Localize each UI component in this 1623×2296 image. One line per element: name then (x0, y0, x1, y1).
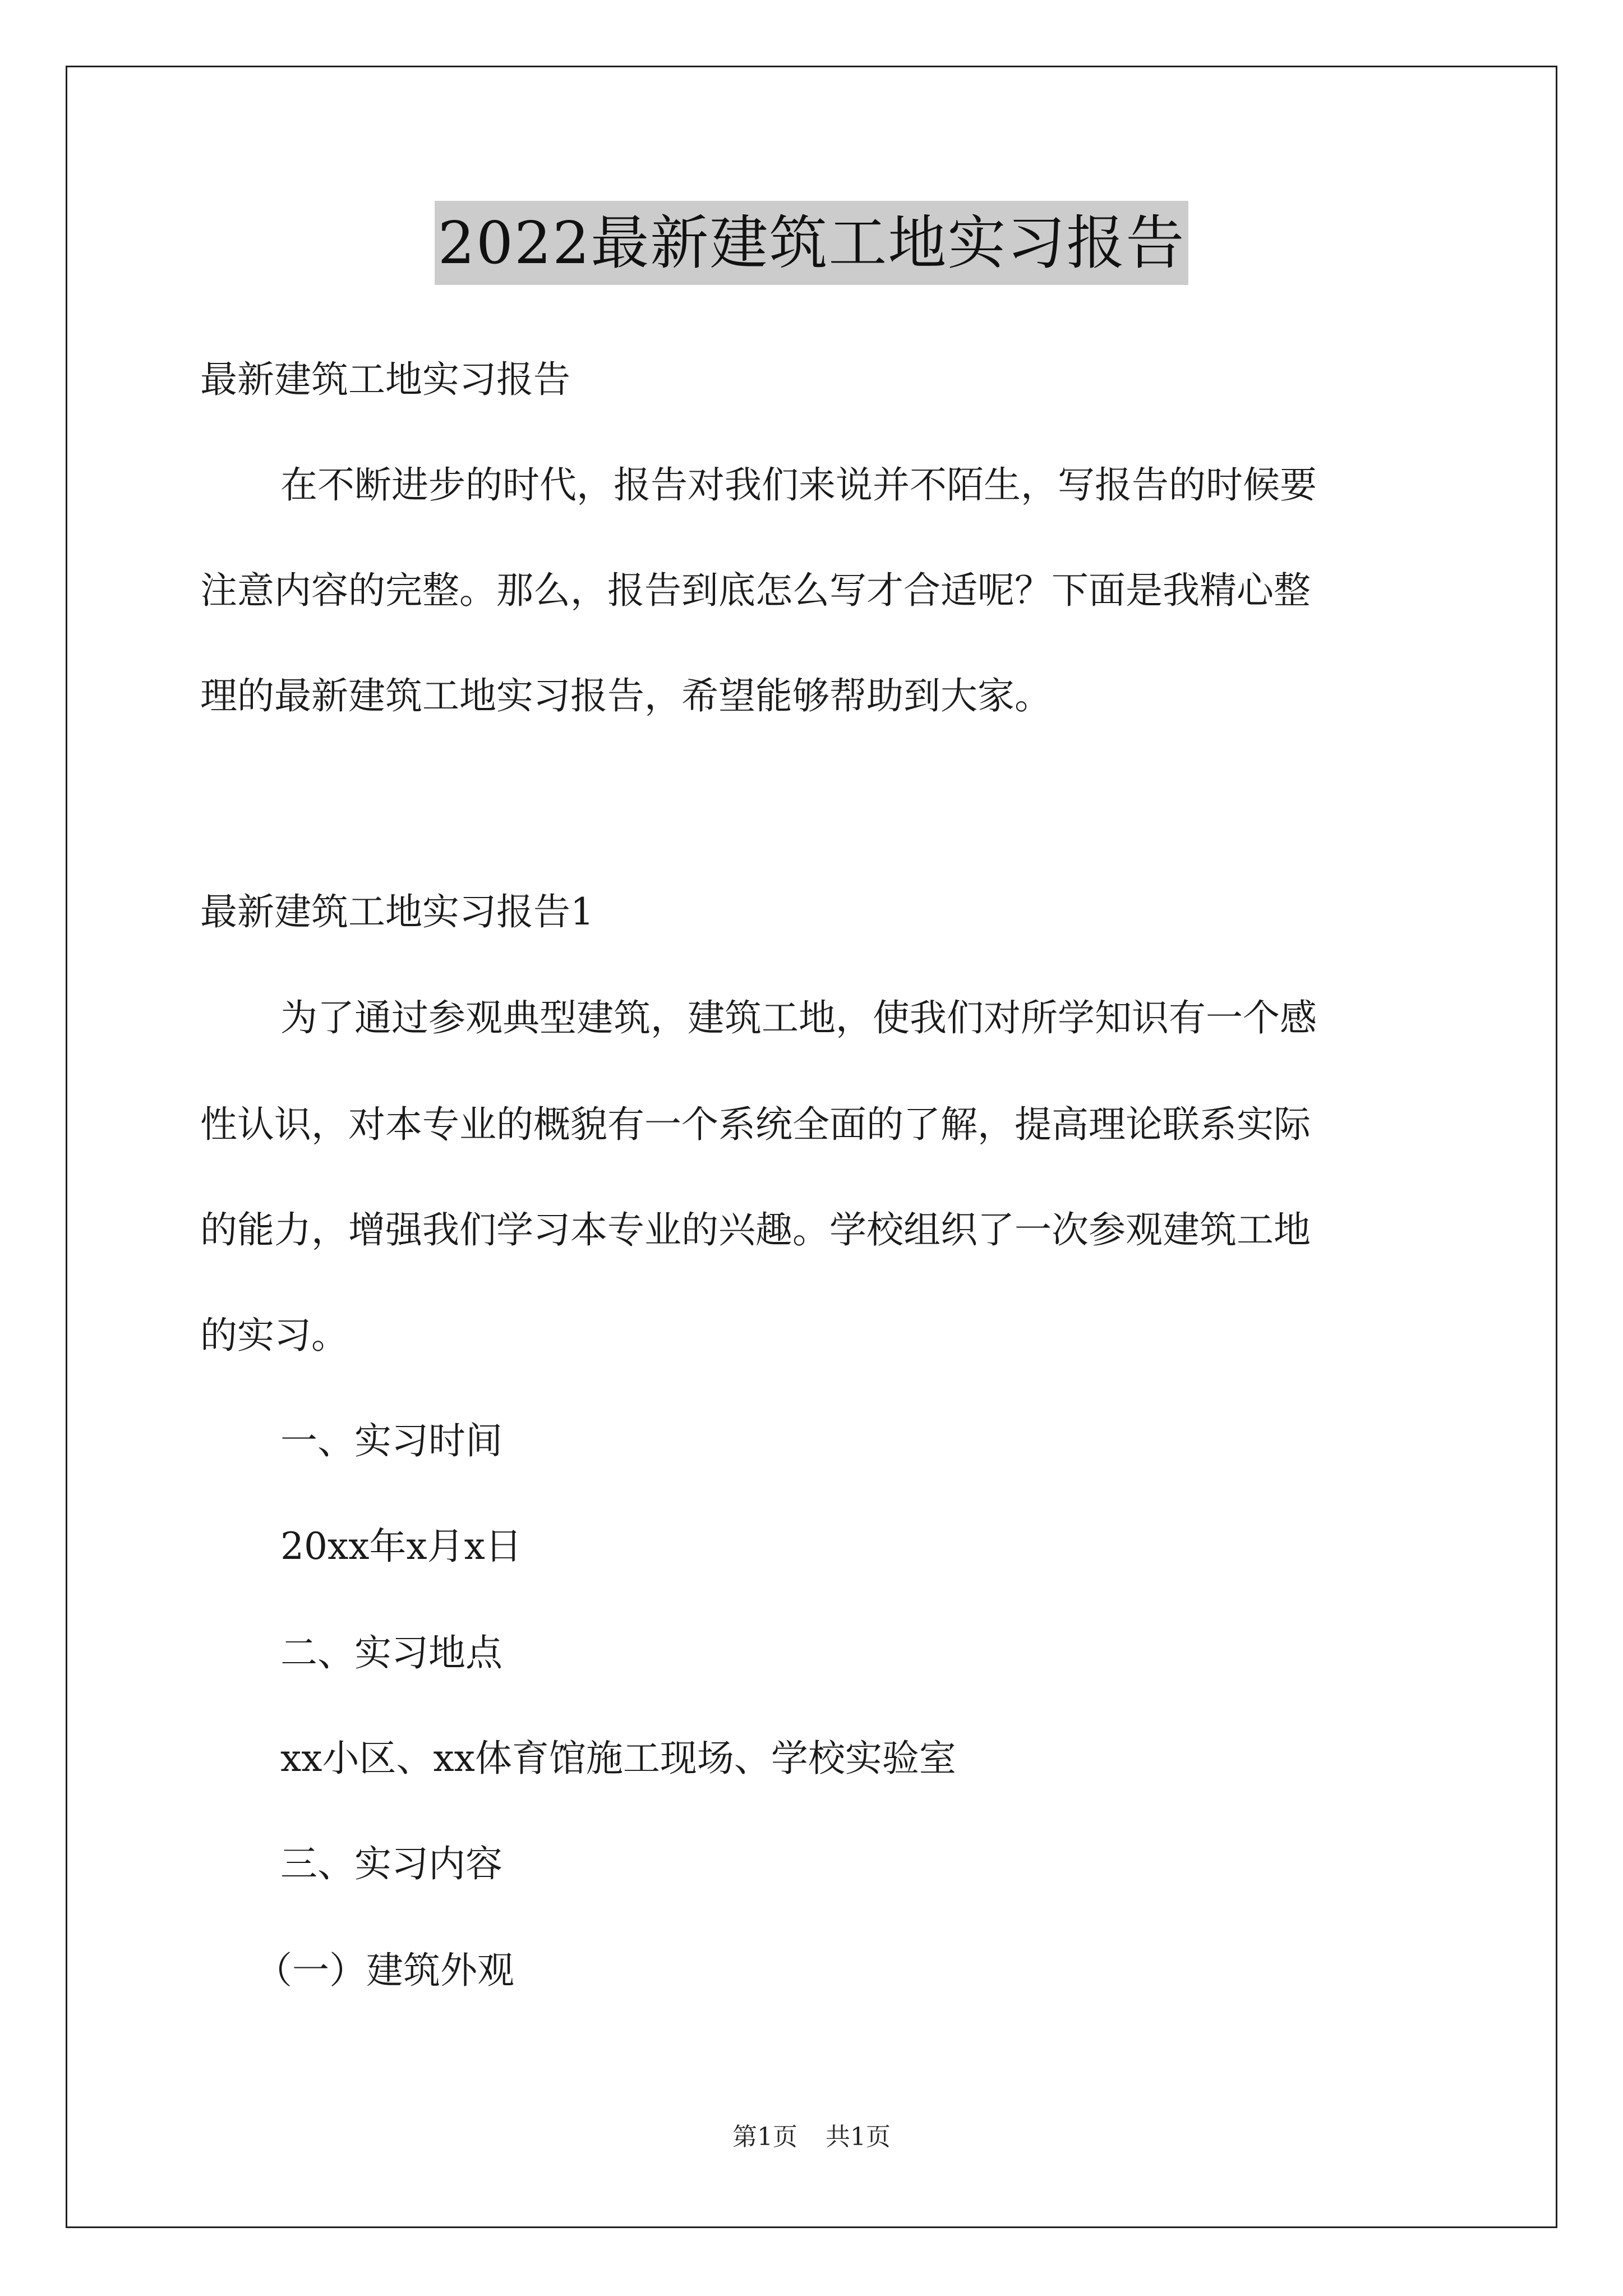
document-subtitle: 最新建筑工地实习报告 (200, 358, 570, 401)
item1-value: 20xx年x月x日 (280, 1525, 522, 1568)
title-container (0, 201, 1623, 285)
item2-heading: 二、实习地点 (280, 1631, 502, 1674)
page-number: 第1页 (732, 2123, 797, 2151)
intro-line-1: 在不断进步的时代，报告对我们来说并不陌生，写报告的时候要 (280, 463, 1317, 507)
section1-heading: 最新建筑工地实习报告1 (200, 890, 594, 933)
page-total: 共1页 (826, 2123, 891, 2151)
section1-line-1: 为了通过参观典型建筑，建筑工地，使我们对所学知识有一个感 (280, 996, 1317, 1039)
section1-line-2: 性认识，对本专业的概貌有一个系统全面的了解，提高理论联系实际 (200, 1103, 1311, 1146)
page-footer (0, 2120, 1623, 2154)
intro-line-2: 注意内容的完整。那么，报告到底怎么写才合适呢？下面是我精心整 (200, 569, 1311, 612)
intro-line-3: 理的最新建筑工地实习报告，希望能够帮助到大家。 (200, 674, 1052, 717)
item1-heading: 一、实习时间 (280, 1419, 502, 1462)
section1-line-3: 的能力，增强我们学习本专业的兴趣。学校组织了一次参观建筑工地 (200, 1208, 1311, 1251)
section1-line-4: 的实习。 (200, 1314, 348, 1357)
item2-value: xx小区、xx体育馆施工现场、学校实验室 (280, 1737, 956, 1780)
item3-heading: 三、实习内容 (280, 1842, 502, 1885)
item3-subheading: （一）建筑外观 (255, 1949, 514, 1992)
document-title: 2022最新建筑工地实习报告 (435, 201, 1189, 285)
